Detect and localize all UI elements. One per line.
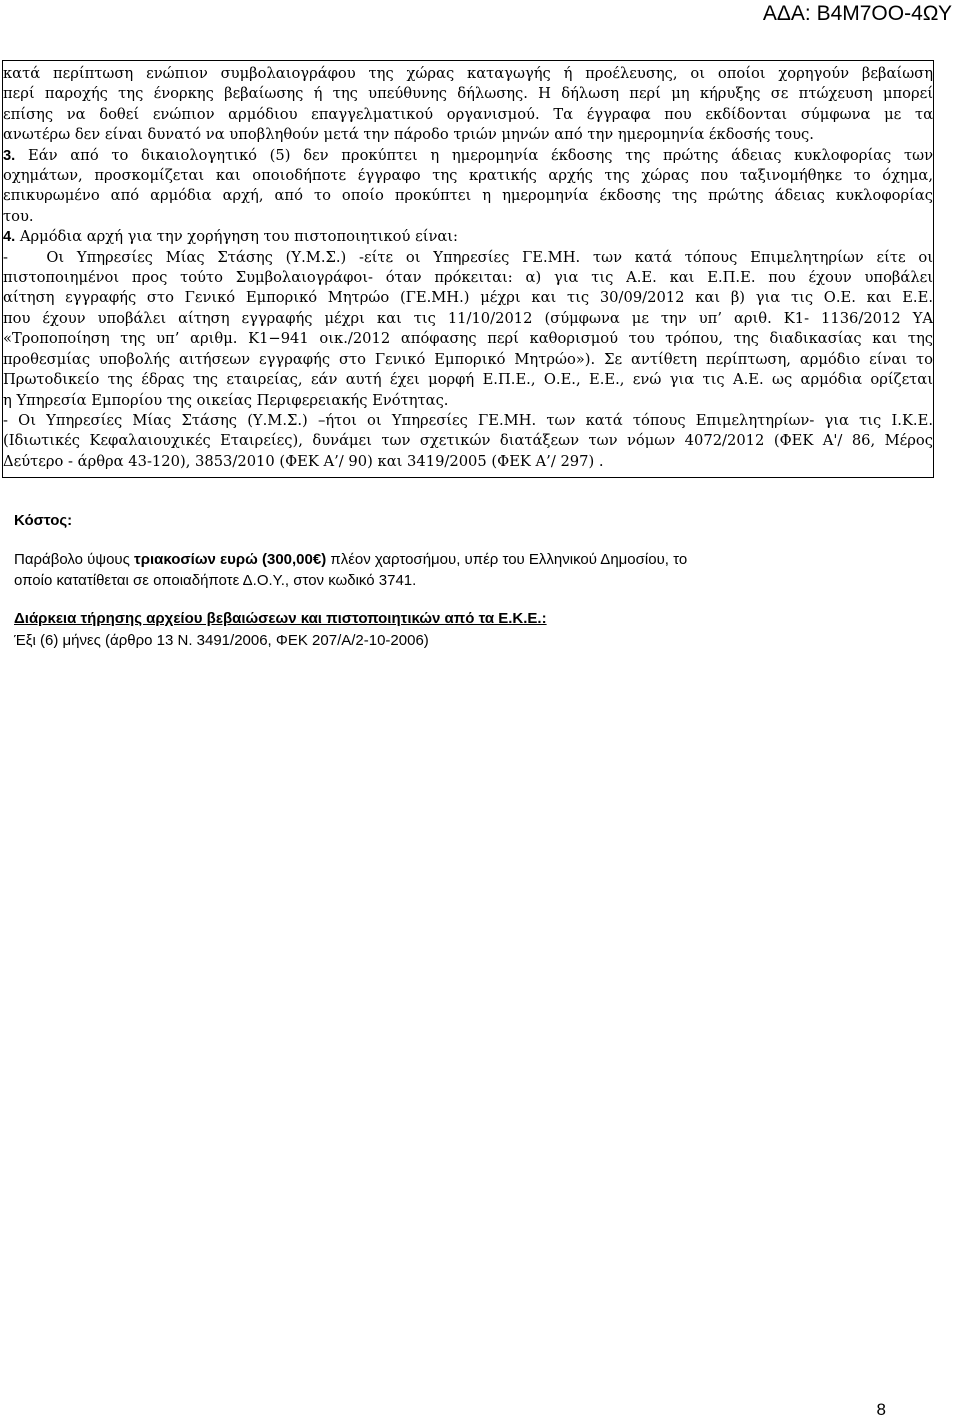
box-line: προθεσμίας υποβολής αιτήσεων εγγραφής στο Γενικό Εμπορικό Μητρώο»). Σε αντίθετη περίπτωση, αρμόδιο είναι το: [3, 350, 933, 368]
item-3-first-line: [3, 146, 933, 166]
cost-paragraph: [14, 550, 914, 591]
page-number: 8: [876, 1400, 886, 1419]
item-4-first-line: [3, 227, 933, 247]
box-line: περί παροχής της ένορκης βεβαίωσης ή της υπεύθυνης δήλωσης. Η δήλωση περί μη κήρυξης σε πτώχευση μπορεί: [3, 85, 933, 103]
box-line: η Υπηρεσία Εμπορίου της οικείας Περιφερειακής Ενότητας.: [3, 391, 449, 409]
box-line: κατά περίπτωση ενώπιον συμβολαιογράφου της χώρας καταγωγής ή προέλευσης, οι οποίοι χορηγούν βεβαίωση: [3, 65, 933, 82]
box-line: επίσης να δοθεί ενώπιον αρμόδιου επαγγελματικού οργανισμού. Τα έγγραφα που εκδίδονται σύμφωνα με τα: [3, 105, 933, 123]
cost-text-line2: οποίο κατατίθεται σε οποιαδήποτε Δ.Ο.Υ., στον κωδικό 3741.: [14, 571, 417, 589]
box-line: του.: [3, 207, 34, 225]
box-line: οχημάτων, προσκομίζεται και οποιοδήποτε έγγραφο της κρατικής αρχής της χώρας που ταξινομήθηκε το όχημα,: [3, 167, 933, 185]
cost-amount: τριακοσίων ευρώ (300,00€): [134, 551, 327, 568]
box-line: (Ιδιωτικές Κεφαλαιουχικές Εταιρείες), δυνάμει των σχετικών διατάξεων των νόμων 4072/2012 (ΦΕΚ Α'/ 86, Μέρος: [3, 432, 933, 450]
cost-text-pre: Παράβολο ύψους: [14, 551, 135, 568]
box-line: επικυρωμένο από αρμόδια αρχή, από το οποίο προκύπτει η ημερομηνία έκδοσης της πρώτης άδειας κυκλοφορίας: [3, 187, 933, 205]
item-3-number: 3.: [3, 147, 16, 164]
box-line: ανωτέρω δεν είναι δυνατό να υποβληθούν μετά την πάροδο τριών μηνών από την ημερομηνία έκδοσής τους.: [3, 126, 814, 144]
item-4-text: Αρμόδια αρχή για την χορήγηση του πιστοποιητικού είναι:: [19, 228, 459, 246]
box-line: Δεύτερο - άρθρα 43-120), 3853/2010 (ΦΕΚ Α’/ 90) και 3419/2005 (ΦΕΚ Α’/ 297) .: [3, 452, 604, 470]
item-3-text: Εάν από το δικαιολογητικό (5) δεν προκύπτει η ημερομηνία έκδοσης της πρώτης άδειας κυκλοφορίας των: [27, 146, 933, 164]
cost-text-post: πλέον χαρτοσήμου, υπέρ του Ελληνικού Δημοσίου, το: [326, 551, 688, 568]
cost-heading: Κόστος:: [14, 512, 73, 529]
box-line: που έχουν υποβάλει αίτηση εγγραφής μέχρι και τις 11/10/2012 (σύμφωνα με την υπ’ αριθ. Κ1- 1136/2012 ΥΑ: [3, 309, 933, 327]
box-line: «Τροποποίηση της υπ’ αριθμ. Κ1−941 οικ./2012 απόφασης περί καθορισμού του τρόπου, της διαδικασίας και της: [3, 330, 933, 348]
box-line: - Οι Υπηρεσίες Μίας Στάσης (Υ.Μ.Σ.) -είτε οι Υπηρεσίες ΓΕ.ΜΗ. των κατά τόπους Επιμελητηρίων είτε οι: [3, 248, 933, 266]
box-line: αίτηση εγγραφής στο Γενικό Εμπορικό Μητρώο (ΓΕ.ΜΗ.) μέχρι και τις 30/09/2012 και β) για τις Ο.Ε. και Ε.Ε.: [3, 289, 933, 307]
ada-code: ΑΔΑ: Β4Μ7ΟΟ-4ΩΥ: [762, 2, 952, 25]
box-line: - Οι Υπηρεσίες Μίας Στάσης (Υ.Μ.Σ.) –ήτοι οι Υπηρεσίες ΓΕ.ΜΗ. των κατά τόπους Επιμελητηρίων- για τις Ι.Κ.Ε.: [3, 411, 933, 429]
item-4-number: 4.: [3, 229, 16, 246]
duration-heading: Διάρκεια τήρησης αρχείου βεβαιώσεων και πιστοποιητικών από τα Ε.Κ.Ε.:: [14, 610, 547, 627]
box-line: πιστοποιημένοι προς τούτο Συμβολαιογράφοι- όταν πρόκειται: α) για τις Α.Ε. και Ε.Π.Ε. που έχουν υποβάλει: [3, 269, 933, 287]
duration-text: Έξι (6) μήνες (άρθρο 13 Ν. 3491/2006, ΦΕΚ 207/Α/2-10-2006): [14, 632, 429, 649]
text-box: [2, 60, 934, 478]
box-line: Πρωτοδικείο της έδρας της εταιρείας, εάν αυτή έχει μορφή Ε.Π.Ε., Ο.Ε., Ε.Ε., ενώ για τις Α.Ε. ως αρμόδια ορίζεται: [3, 371, 933, 389]
